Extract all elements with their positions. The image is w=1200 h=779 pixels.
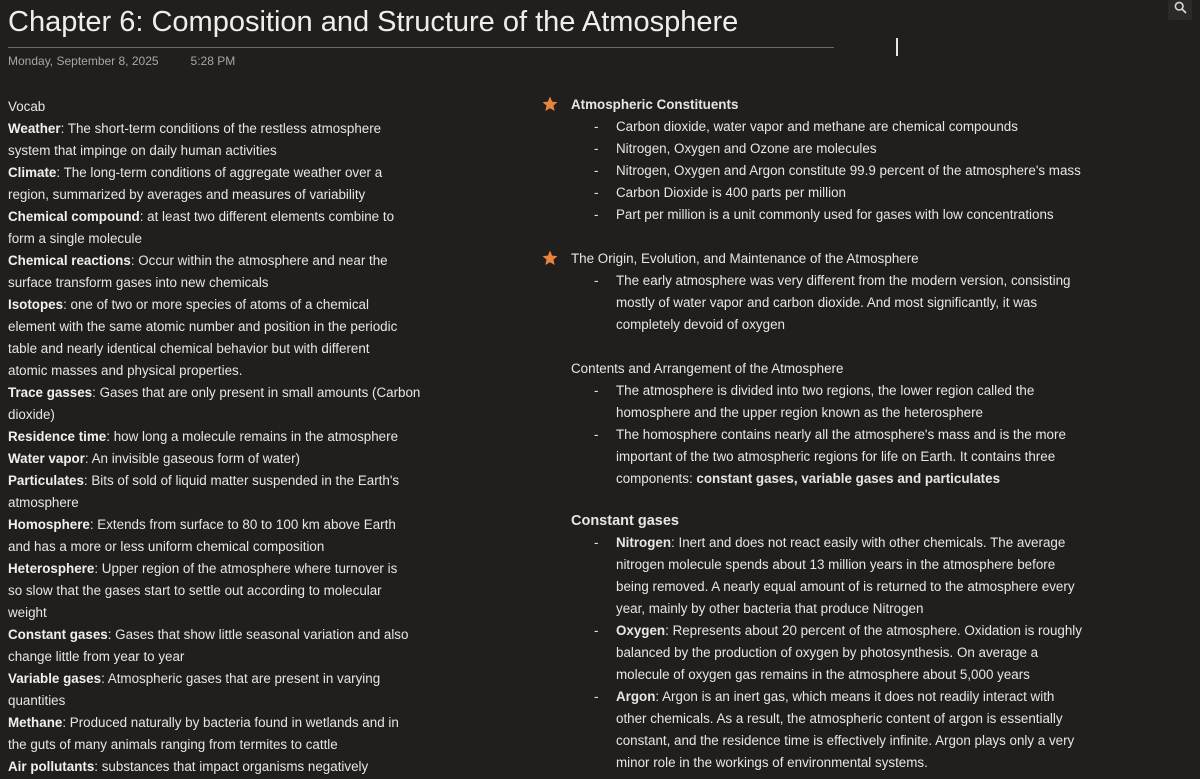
vocab-definition: : Gases that show little seasonal variation and also [107, 627, 409, 642]
vocab-entry-continuation [8, 272, 508, 294]
vocab-entry [8, 712, 508, 734]
notes-container[interactable] [541, 94, 1196, 774]
vocab-term: Variable gases [8, 671, 102, 686]
vocab-term: Chemical compound [8, 209, 140, 224]
vocab-entry-continuation [8, 140, 508, 162]
vocab-term: Constant gases [8, 627, 108, 642]
vocab-entry-continuation [8, 580, 508, 602]
vocab-entry-continuation [8, 734, 508, 756]
vocab-entry-continuation [8, 228, 508, 250]
vocab-definition: quantities [8, 693, 66, 708]
vocab-entry [8, 118, 508, 140]
vocab-heading: Vocab [8, 99, 46, 114]
vocab-entry [8, 162, 508, 184]
section-heading: Atmospheric Constituents [571, 97, 739, 112]
list-item: - The atmosphere is divided into two regions, the lower region called the homosphere and the upper region known as the heterosphere [594, 383, 1035, 420]
list-item: - The early atmosphere was very different from the modern version, consisting mostly of water vapor and carbon dioxide. And most significantly, it was completely devoid of oxygen [594, 273, 1071, 332]
page-meta [8, 54, 235, 68]
vocab-definition: : Atmospheric gases that are present in varying [101, 671, 381, 686]
vocab-entry-continuation [8, 690, 508, 712]
vocab-entry-continuation [8, 316, 508, 338]
vocab-definition: system that impinge on daily human activities [8, 143, 277, 158]
vocab-term: Weather [8, 121, 61, 136]
vocab-term: Chemical reactions [8, 253, 131, 268]
vocab-definition: : The long-term conditions of aggregate weather over a [56, 165, 383, 180]
vocab-definition: : Bits of sold of liquid matter suspended in the Earth's [83, 473, 400, 488]
vocab-term: Heterosphere [8, 561, 95, 576]
list-item: - Argon: Argon is an inert gas, which means it does not readily interact with other chemicals. As a result, the atmospheric content of argon is essentially constant, and the residence time is effectively infinite. Argon plays only a very minor role in the workings of environmental systems. [594, 689, 1075, 770]
vocab-definition: region, summarized by averages and measures of variability [8, 187, 366, 202]
vocab-entry [8, 668, 508, 690]
vocab-entry [8, 514, 508, 536]
vocab-definition: : Extends from surface to 80 to 100 km above Earth [89, 517, 396, 532]
vocab-definition: so slow that the gases start to settle out according to molecular [8, 583, 382, 598]
page-time: 5:28 PM [190, 54, 236, 68]
vocab-entry [8, 558, 508, 580]
vocab-definition: and has a more or less uniform chemical composition [8, 539, 325, 554]
vocab-definition: the guts of many animals ranging from termites to cattle [8, 737, 338, 752]
list-item: - The homosphere contains nearly all the atmosphere's mass and is the more important of the two atmospheric regions for life on Earth. It contains three components: constant gases, variable gases and particulates [594, 427, 1066, 486]
vocab-entry-continuation [8, 646, 508, 668]
vocab-entry [8, 206, 508, 228]
list-item: - Carbon dioxide, water vapor and methane are chemical compounds [594, 119, 1018, 134]
vocab-definition: : Gases that are only present in small amounts (Carbon [92, 385, 421, 400]
list-item: - Part per million is a unit commonly used for gases with low concentrations [594, 207, 1054, 222]
vocab-definition: atmosphere [8, 495, 79, 510]
vocab-definition: : An invisible gaseous form of water) [84, 451, 300, 466]
vocab-definition: form a single molecule [8, 231, 142, 246]
vocab-entry [8, 470, 508, 492]
vocab-term: Methane [8, 715, 63, 730]
vocab-definition: table and nearly identical chemical behavior but with different [8, 341, 370, 356]
title-underline [8, 47, 834, 48]
vocab-term: Climate [8, 165, 57, 180]
vocab-entry-continuation [8, 338, 508, 360]
section-atmospheric-constituents [541, 94, 1196, 116]
vocab-entry [8, 756, 508, 778]
vocab-definition: atomic masses and physical properties. [8, 363, 243, 378]
vocab-term: Residence time [8, 429, 107, 444]
list-item: - Nitrogen: Inert and does not react easily with other chemicals. The average nitrogen molecule spends about 13 million years in the atmosphere before being removed. A nearly equal amount of is returned to the atmosphere every year, mainly by other bacteria that produce Nitrogen [594, 535, 1075, 616]
vocab-definition: surface transform gases into new chemicals [8, 275, 269, 290]
vocab-entry [8, 624, 508, 646]
vocab-definition: dioxide) [8, 407, 55, 422]
vocab-term: Isotopes [8, 297, 64, 312]
search-button[interactable] [1168, 0, 1192, 20]
vocab-definition: : Upper region of the atmosphere where turnover is [94, 561, 398, 576]
vocab-entry-continuation [8, 536, 508, 558]
list-item: - Oxygen: Represents about 20 percent of the atmosphere. Oxidation is roughly balanced by the production of oxygen by photosynthesis. On average a molecule of oxygen gas remains in the atmosphere about 5,000 years [594, 623, 1082, 682]
section-heading: The Origin, Evolution, and Maintenance of the Atmosphere [571, 251, 919, 266]
search-icon [1174, 1, 1187, 19]
vocab-definition: change little from year to year [8, 649, 185, 664]
vocab-entry [8, 426, 508, 448]
list-item: - Nitrogen, Oxygen and Argon constitute 99.9 percent of the atmosphere's mass [594, 163, 1081, 178]
vocab-entry [8, 294, 508, 316]
vocab-definition: element with the same atomic number and position in the periodic [8, 319, 398, 334]
section-contents: Contents and Arrangement of the Atmosphere [571, 361, 844, 376]
contents-list [541, 380, 1196, 490]
origin-list [541, 270, 1196, 336]
star-icon [541, 249, 559, 267]
vocab-entry [8, 448, 508, 470]
vocab-definition: : how long a molecule remains in the atmosphere [106, 429, 399, 444]
vocab-entry-continuation [8, 404, 508, 426]
list-item: - Nitrogen, Oxygen and Ozone are molecules [594, 141, 877, 156]
page-date: Monday, September 8, 2025 [8, 54, 159, 68]
vocab-entry-continuation [8, 602, 508, 624]
vocab-definition: : The short-term conditions of the restless atmosphere [60, 121, 382, 136]
page-title[interactable]: Chapter 6: Composition and Structure of the Atmosphere [8, 6, 739, 38]
vocab-term: Air pollutants [8, 759, 95, 774]
text-cursor [896, 38, 898, 56]
vocab-definition: weight [8, 605, 47, 620]
constituents-list [541, 116, 1196, 226]
vocab-definition: : Produced naturally by bacteria found in wetlands and in [62, 715, 399, 730]
section-origin [541, 248, 1196, 270]
vocab-term: Particulates [8, 473, 84, 488]
vocab-entry-continuation [8, 492, 508, 514]
vocab-entry [8, 250, 508, 272]
star-icon [541, 95, 559, 113]
vocab-entry-continuation [8, 360, 508, 382]
vocab-term: Trace gasses [8, 385, 93, 400]
vocab-term: Water vapor [8, 451, 85, 466]
vocab-entry-continuation [8, 184, 508, 206]
section-constant-gases: Constant gases [571, 513, 679, 529]
vocab-entry [8, 382, 508, 404]
vocab-term: Homosphere [8, 517, 90, 532]
vocab-definition: : Occur within the atmosphere and near the [130, 253, 388, 268]
vocab-container[interactable] [8, 96, 508, 778]
vocab-definition: : substances that impact organisms negatively [94, 759, 369, 774]
vocab-list [8, 118, 508, 778]
constant-gases-list [541, 532, 1196, 774]
vocab-definition: : at least two different elements combine to [139, 209, 395, 224]
list-item: - Carbon Dioxide is 400 parts per million [594, 185, 846, 200]
vocab-definition: : one of two or more species of atoms of a chemical [63, 297, 369, 312]
